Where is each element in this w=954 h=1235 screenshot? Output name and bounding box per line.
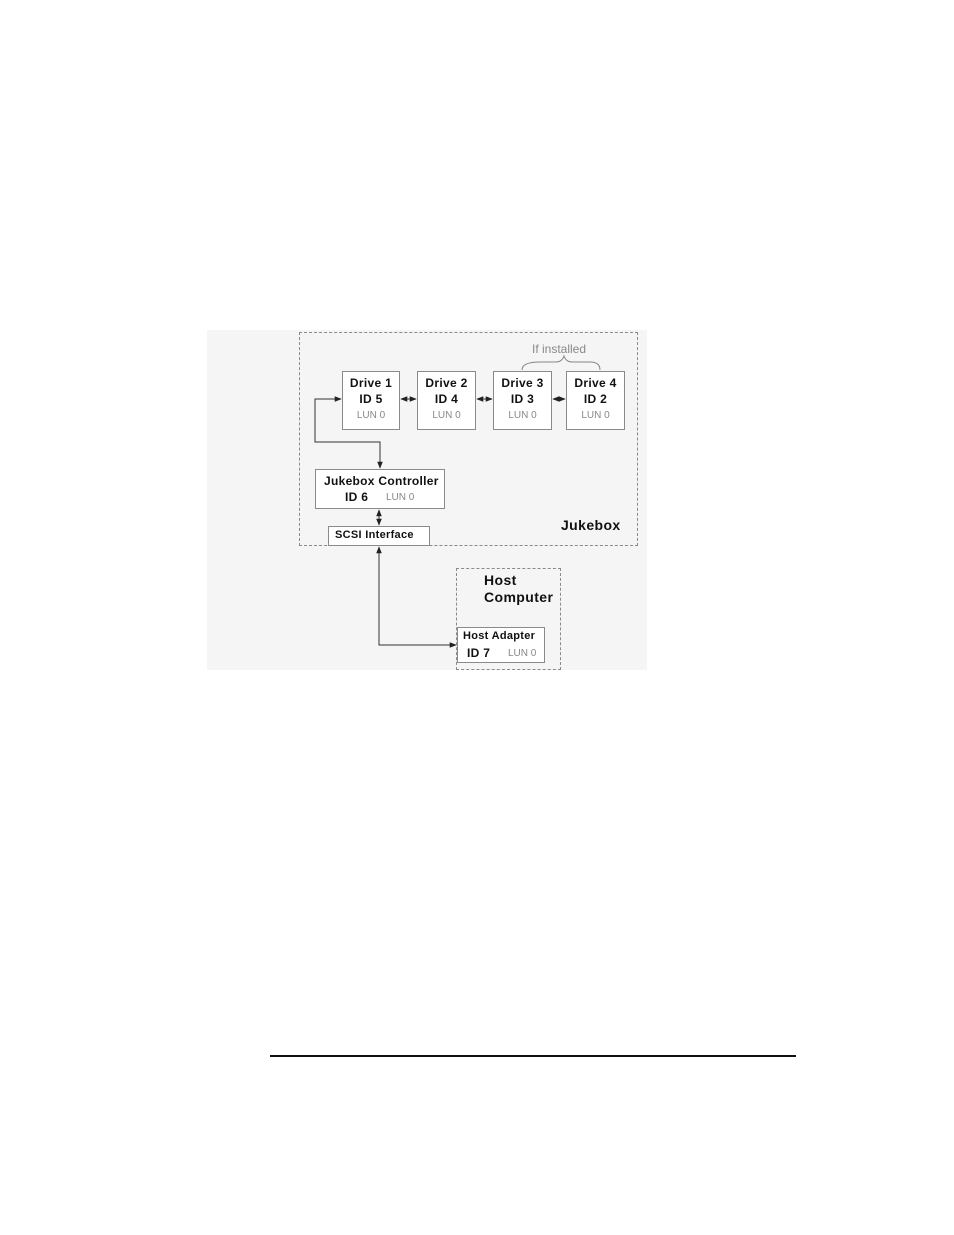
drive-2-id: ID 4 xyxy=(434,392,459,406)
drive-4-name: Drive 4 xyxy=(574,376,617,390)
host-adapter-lun: LUN 0 xyxy=(508,648,537,659)
if-installed-label: If installed xyxy=(532,342,587,356)
host-adapter-name: Host Adapter xyxy=(463,630,536,642)
drive-1-lun: LUN 0 xyxy=(356,410,386,421)
drive-3-name: Drive 3 xyxy=(501,376,544,390)
if-installed-brace xyxy=(522,356,600,370)
controller-lun: LUN 0 xyxy=(386,492,415,503)
footer-rule xyxy=(270,1055,796,1057)
drive-1-name: Drive 1 xyxy=(349,376,393,390)
controller-id: ID 6 xyxy=(345,490,369,504)
drive-3-lun: LUN 0 xyxy=(508,410,537,421)
drive-2-name: Drive 2 xyxy=(425,376,468,390)
host-computer-title-line1: Host xyxy=(484,572,517,588)
scsi-interface-label: SCSI Interface xyxy=(335,529,414,541)
host-adapter-id: ID 7 xyxy=(467,646,491,660)
drive-1-id: ID 5 xyxy=(359,392,383,406)
host-computer-title-line2: Computer xyxy=(484,589,554,605)
drive-4-id: ID 2 xyxy=(583,392,608,406)
scsi-host-link xyxy=(379,547,456,645)
drive1-controller-link xyxy=(315,399,380,468)
controller-name: Jukebox Controller xyxy=(324,474,439,488)
jukebox-label: Jukebox xyxy=(561,517,621,533)
drive-4-lun: LUN 0 xyxy=(581,410,610,421)
drive-3-id: ID 3 xyxy=(510,392,535,406)
drive-2-lun: LUN 0 xyxy=(432,410,461,421)
